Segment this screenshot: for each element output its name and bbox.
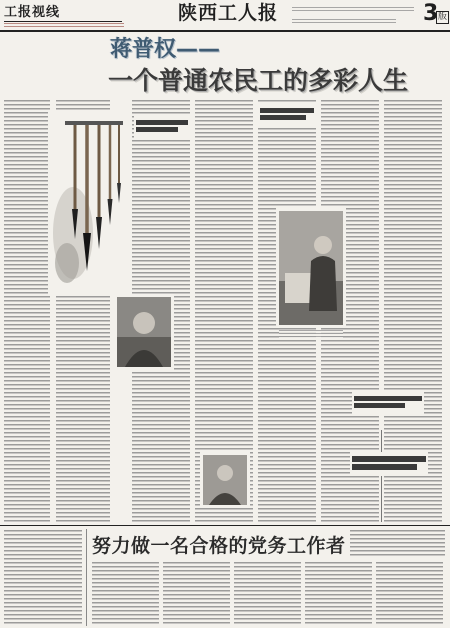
feature-subhead: [352, 392, 424, 414]
feature-box-divider: [381, 430, 382, 522]
ink-wash: [55, 243, 79, 283]
feature-subhead: [134, 116, 190, 138]
small-photo: [200, 452, 250, 508]
small-photo-svg: [203, 455, 247, 505]
bottom-column-left: [4, 530, 82, 626]
page-unit-box: 版: [438, 12, 448, 22]
brush-rack: [65, 121, 123, 125]
header-rule: [0, 30, 450, 32]
newspaper-masthead: 陕西工人报: [178, 2, 279, 24]
portrait-photo: [114, 294, 174, 370]
section-label-underline: [4, 21, 122, 22]
person-body: [309, 256, 337, 311]
brush-painting-svg: [51, 113, 125, 291]
header-date-line: [292, 19, 396, 23]
bottom-column-2: [163, 562, 230, 626]
person-head: [133, 312, 155, 334]
bottom-column-1: [92, 562, 159, 626]
brush-painting-image: [48, 110, 128, 294]
editor-credit-line: [4, 23, 124, 27]
article-divider-rule: [0, 525, 450, 526]
bottom-article-title: 努力做一名合格的党务工作者: [92, 535, 346, 557]
header-credits: [292, 7, 414, 11]
brush: [108, 125, 113, 225]
worker-photo-svg: [279, 211, 343, 325]
photo-object: [285, 273, 311, 303]
feature-column-left-1: [4, 100, 50, 522]
brush: [117, 125, 121, 203]
page-number: 3: [423, 1, 439, 26]
feature-title-name: 蒋普权——: [110, 37, 221, 62]
bottom-column-divider: [86, 529, 87, 626]
feature-title-main: 一个普通农民工的多彩人生: [108, 66, 409, 95]
bottom-column-right-of-title: [350, 530, 445, 558]
brush: [96, 125, 102, 249]
feature-subhead: [350, 452, 428, 476]
worker-photo-caption: [279, 330, 343, 338]
bottom-column-3: [234, 562, 301, 626]
bottom-column-4: [305, 562, 372, 626]
person-head: [217, 465, 233, 481]
person-head: [314, 236, 332, 254]
feature-subhead: [258, 104, 316, 126]
portrait-photo-svg: [117, 297, 171, 367]
bottom-column-5: [376, 562, 443, 626]
worker-photo: [276, 208, 346, 328]
section-label: 工报视线: [4, 5, 61, 20]
